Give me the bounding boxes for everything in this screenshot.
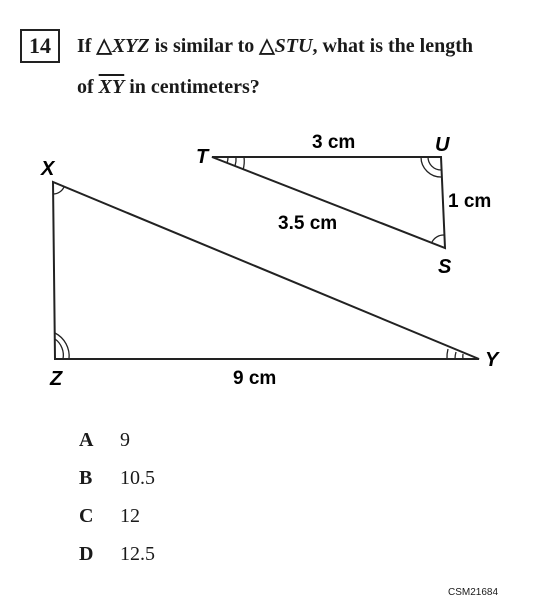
angle-mark-u-inner (421, 157, 442, 177)
angle-mark-z-inner (55, 333, 69, 359)
question-tail: , what is the length (312, 35, 474, 57)
angle-mark-u-outer (428, 157, 441, 170)
angle-mark-t-3 (243, 157, 244, 170)
vertex-label-y: Y (485, 349, 499, 371)
choice-text: 12.5 (120, 543, 155, 565)
measure-label-tu: 3 cm (312, 132, 356, 153)
answer-choice-b[interactable] (79, 467, 155, 490)
triangle-stu-name: STU (274, 35, 313, 57)
choice-letter: D (79, 543, 94, 565)
angle-mark-x (53, 187, 64, 194)
question-mid: is similar to (149, 35, 260, 57)
question-lead-2: of (77, 76, 99, 98)
angle-mark-y-3 (447, 349, 448, 359)
triangle-symbol: △ (96, 35, 112, 57)
question-number: 14 (20, 29, 60, 63)
choice-letter: C (79, 505, 94, 527)
choice-text: 10.5 (120, 467, 155, 489)
item-code: CSM21684 (448, 587, 499, 598)
angle-mark-s (432, 235, 444, 242)
measure-label-ts: 3.5 cm (278, 213, 338, 234)
choice-text: 12 (120, 505, 140, 527)
angle-mark-t-2 (235, 157, 236, 166)
choice-letter: A (79, 429, 94, 451)
question-tail-2: in centimeters? (124, 76, 260, 98)
segment-xy-name: $\overline{XY}$ (98, 76, 125, 98)
measure-label-zy: 9 cm (233, 368, 277, 389)
choice-text: 9 (120, 429, 130, 451)
question-lead: If (77, 35, 97, 57)
vertex-label-u: U (435, 134, 450, 156)
measure-label-us: 1 cm (448, 191, 492, 212)
answer-choice-d[interactable] (79, 543, 155, 566)
angle-mark-z-outer (55, 339, 63, 359)
triangle-symbol: △ (259, 35, 275, 57)
vertex-label-z: Z (50, 368, 63, 390)
triangle-xyz-name: XYZ (111, 35, 150, 57)
vertex-label-x: X (41, 158, 55, 180)
answer-choice-a[interactable] (79, 429, 130, 452)
vertex-label-s: S (438, 256, 452, 278)
answer-choice-c[interactable] (79, 505, 140, 528)
angle-mark-y-2 (455, 352, 456, 359)
choice-letter: B (79, 467, 93, 489)
triangle-xyz (53, 182, 479, 359)
triangle-stu (212, 157, 445, 248)
vertex-label-t: T (196, 146, 209, 168)
